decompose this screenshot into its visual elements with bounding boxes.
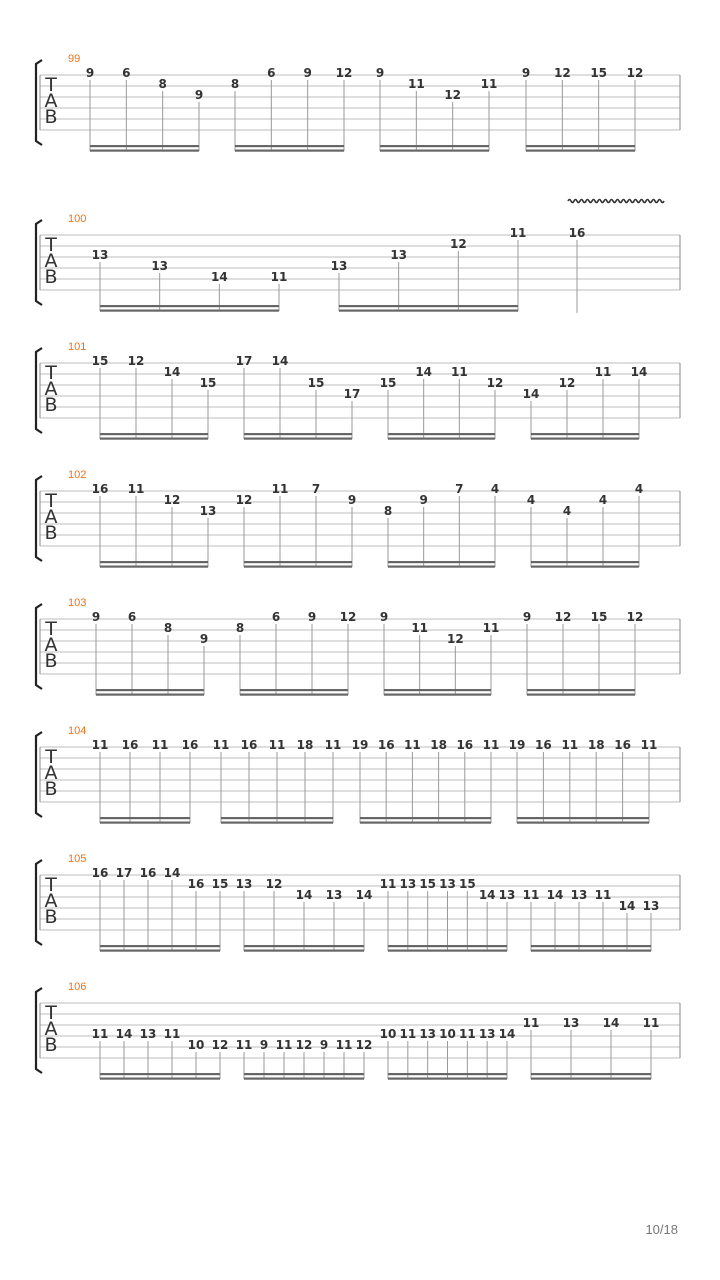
note-group — [92, 354, 217, 440]
beam — [90, 150, 199, 152]
note-group — [236, 482, 357, 568]
fret-number: 13 — [139, 1027, 157, 1041]
fret-number: 15 — [590, 610, 608, 624]
system-bracket — [36, 220, 42, 305]
fret-number: 13 — [439, 877, 456, 891]
fret-number: 13 — [419, 1027, 437, 1041]
fret-number: 15 — [419, 877, 437, 891]
note-group — [523, 610, 644, 696]
fret-number: 11 — [270, 270, 288, 284]
tab-letter: B — [44, 394, 58, 416]
fret-number: 11 — [275, 1038, 293, 1052]
fret-number: 11 — [509, 226, 527, 240]
tab-letter: A — [44, 762, 58, 784]
note-group — [92, 248, 288, 312]
fret-number: 15 — [458, 877, 476, 891]
note-group — [86, 66, 203, 152]
beam — [244, 950, 364, 952]
system-bracket — [36, 60, 42, 145]
note-group — [380, 610, 500, 696]
beam — [235, 145, 344, 147]
beam — [221, 817, 333, 819]
tab-letter: T — [45, 1002, 57, 1024]
fret-number: 11 — [212, 738, 230, 752]
tab-letter: T — [45, 362, 57, 384]
beam — [244, 433, 352, 435]
beam — [221, 822, 333, 824]
fret-number: 11 — [640, 738, 658, 752]
fret-number: 11 — [482, 621, 500, 635]
fret-number: 11 — [407, 77, 425, 91]
fret-number: 15 — [307, 376, 325, 390]
fret-number: 14 — [478, 888, 496, 902]
fret-number: 11 — [235, 1038, 253, 1052]
fret-number: 11 — [450, 365, 468, 379]
fret-number: 16 — [240, 738, 258, 752]
fret-number: 14 — [163, 866, 181, 880]
beam — [240, 689, 348, 691]
fret-number: 9 — [307, 610, 317, 624]
fret-number: 8 — [230, 77, 240, 91]
fret-number: 11 — [411, 621, 429, 635]
beam — [339, 305, 518, 307]
note-group — [92, 738, 199, 824]
fret-number: 11 — [91, 1027, 109, 1041]
note-group — [236, 877, 373, 952]
tab-letter: A — [44, 90, 58, 112]
tab-letter: B — [44, 778, 58, 800]
fret-number: 14 — [115, 1027, 133, 1041]
fret-number: 15 — [379, 376, 397, 390]
beam — [100, 950, 220, 952]
fret-number: 18 — [296, 738, 314, 752]
beam — [244, 945, 364, 947]
measure-number: 102 — [68, 469, 87, 481]
fret-number: 11 — [522, 888, 540, 902]
fret-number: 9 — [85, 66, 95, 80]
beam — [388, 566, 495, 568]
measure-number: 100 — [68, 213, 87, 225]
measure-number: 106 — [68, 981, 87, 993]
beam — [235, 150, 344, 152]
note-group — [523, 1016, 660, 1080]
fret-number: 12 — [235, 493, 253, 507]
tab-letter: B — [44, 1034, 58, 1056]
beam — [244, 1078, 364, 1080]
fret-number: 12 — [626, 610, 644, 624]
fret-number: 12 — [449, 237, 467, 251]
fret-number: 11 — [399, 1027, 417, 1041]
tab-letter: T — [45, 618, 57, 640]
fret-number: 16 — [121, 738, 139, 752]
tab-letter: B — [44, 106, 58, 128]
fret-number: 16 — [456, 738, 474, 752]
measure-number: 105 — [68, 853, 87, 865]
beam — [531, 1078, 651, 1080]
note-group — [527, 482, 643, 568]
fret-number: 12 — [553, 66, 571, 80]
note-group — [231, 66, 353, 152]
beam — [360, 822, 491, 824]
fret-number: 12 — [486, 376, 504, 390]
beam — [527, 689, 635, 691]
note-group — [523, 365, 648, 440]
fret-number: 4 — [490, 482, 500, 496]
note-group — [331, 226, 527, 312]
beam — [526, 145, 635, 147]
beam — [531, 566, 639, 568]
tab-letter: B — [44, 266, 58, 288]
fret-number: 18 — [430, 738, 447, 752]
beam — [531, 950, 651, 952]
fret-number: 11 — [335, 1038, 353, 1052]
beam — [388, 438, 495, 440]
beam — [100, 1078, 220, 1080]
fret-number: 13 — [390, 248, 408, 262]
beam — [388, 945, 507, 947]
fret-number: 6 — [127, 610, 137, 624]
beam — [531, 433, 639, 435]
fret-number: 13 — [235, 877, 253, 891]
fret-number: 12 — [339, 610, 357, 624]
beam — [388, 433, 495, 435]
note-group — [509, 738, 658, 824]
fret-number: 14 — [210, 270, 228, 284]
beam — [388, 561, 495, 563]
beam — [531, 1073, 651, 1075]
note-group — [523, 888, 660, 952]
fret-number: 12 — [335, 66, 353, 80]
fret-number: 4 — [634, 482, 644, 496]
note-group — [380, 877, 516, 952]
fret-number: 13 — [330, 259, 348, 273]
vibrato-mark — [568, 200, 664, 203]
beam — [526, 150, 635, 152]
fret-number: 11 — [561, 738, 579, 752]
fret-number: 12 — [127, 354, 145, 368]
note-group — [236, 1038, 373, 1080]
measure-number: 103 — [68, 597, 87, 609]
fret-number: 13 — [498, 888, 516, 902]
beam — [531, 945, 651, 947]
fret-number: 13 — [562, 1016, 580, 1030]
beam — [96, 689, 204, 691]
fret-number: 6 — [267, 66, 276, 80]
fret-number: 9 — [521, 66, 531, 80]
fret-number: 8 — [158, 77, 167, 91]
fret-number: 11 — [379, 877, 397, 891]
fret-number: 7 — [311, 482, 321, 496]
fret-number: 9 — [91, 610, 101, 624]
fret-number: 12 — [355, 1038, 373, 1052]
fret-number: 16 — [568, 226, 586, 240]
beam — [339, 310, 518, 312]
fret-number: 17 — [115, 866, 133, 880]
fret-number: 11 — [594, 365, 612, 379]
fret-number: 8 — [235, 621, 245, 635]
tab-system — [36, 469, 680, 568]
fret-number: 16 — [91, 866, 109, 880]
fret-number: 6 — [271, 610, 281, 624]
fret-number: 9 — [379, 610, 389, 624]
fret-number: 18 — [587, 738, 605, 752]
fret-number: 11 — [480, 77, 498, 91]
fret-number: 19 — [351, 738, 369, 752]
fret-number: 16 — [535, 738, 552, 752]
fret-number: 16 — [139, 866, 157, 880]
page-number: 10/18 — [645, 1222, 678, 1237]
tab-letter: B — [44, 522, 58, 544]
note-group — [522, 66, 644, 152]
fret-number: 12 — [163, 493, 181, 507]
note-group — [384, 482, 499, 568]
fret-number: 14 — [415, 365, 433, 379]
fret-number: 9 — [259, 1038, 269, 1052]
fret-number: 14 — [355, 888, 373, 902]
beam — [244, 438, 352, 440]
fret-number: 12 — [265, 877, 283, 891]
beam — [100, 433, 208, 435]
fret-number: 12 — [444, 88, 462, 102]
fret-number: 16 — [377, 738, 395, 752]
system-bracket — [36, 988, 42, 1073]
system-bracket — [36, 732, 42, 817]
fret-number: 8 — [383, 504, 393, 518]
fret-number: 10 — [439, 1027, 456, 1041]
fret-number: 13 — [91, 248, 109, 262]
fret-number: 9 — [199, 632, 209, 646]
fret-number: 11 — [642, 1016, 660, 1030]
note-group — [92, 1027, 229, 1080]
beam — [100, 1073, 220, 1075]
note-group — [380, 1027, 516, 1080]
fret-number: 4 — [598, 493, 608, 507]
system-bracket — [36, 476, 42, 561]
tab-system — [36, 725, 680, 824]
beam — [100, 561, 208, 563]
beam — [244, 1073, 364, 1075]
beam — [517, 822, 649, 824]
tab-system — [36, 53, 680, 152]
beam — [531, 561, 639, 563]
tab-system — [36, 597, 680, 696]
tab-letter: A — [44, 890, 58, 912]
measure-number: 99 — [68, 53, 81, 65]
beam — [244, 566, 352, 568]
fret-number: 17 — [235, 354, 253, 368]
fret-number: 13 — [642, 899, 660, 913]
fret-number: 11 — [482, 738, 500, 752]
fret-number: 13 — [325, 888, 343, 902]
note-group — [92, 610, 208, 696]
fret-number: 4 — [562, 504, 572, 518]
fret-number: 11 — [271, 482, 289, 496]
tab-letter: T — [45, 74, 57, 96]
beam — [517, 817, 649, 819]
fret-number: 16 — [614, 738, 631, 752]
fret-number: 14 — [271, 354, 289, 368]
fret-number: 13 — [570, 888, 588, 902]
measure-number: 101 — [68, 341, 87, 353]
fret-number: 7 — [455, 482, 464, 496]
tab-letter: B — [44, 650, 58, 672]
tab-system — [36, 981, 680, 1080]
fret-number: 8 — [163, 621, 173, 635]
note-group — [92, 482, 217, 568]
system-bracket — [36, 604, 42, 689]
fret-number: 12 — [558, 376, 576, 390]
fret-number: 14 — [546, 888, 564, 902]
fret-number: 12 — [295, 1038, 313, 1052]
fret-number: 12 — [446, 632, 464, 646]
beam — [100, 822, 190, 824]
system-bracket — [36, 348, 42, 433]
fret-number: 14 — [602, 1016, 620, 1030]
fret-number: 14 — [295, 888, 313, 902]
fret-number: 15 — [211, 877, 229, 891]
fret-number: 11 — [404, 738, 421, 752]
beam — [388, 1078, 507, 1080]
fret-number: 10 — [379, 1027, 397, 1041]
tab-system — [36, 200, 680, 314]
fret-number: 19 — [508, 738, 526, 752]
beam — [100, 305, 279, 307]
fret-number: 13 — [151, 259, 169, 273]
fret-number: 15 — [199, 376, 217, 390]
note-group — [352, 738, 500, 824]
fret-number: 11 — [91, 738, 109, 752]
fret-number: 9 — [419, 493, 428, 507]
fret-number: 11 — [324, 738, 342, 752]
tab-letter: B — [44, 906, 58, 928]
fret-number: 13 — [199, 504, 217, 518]
fret-number: 12 — [626, 66, 644, 80]
fret-number: 11 — [268, 738, 286, 752]
beam — [244, 561, 352, 563]
fret-number: 15 — [91, 354, 109, 368]
note-group — [92, 866, 229, 952]
tab-system — [36, 853, 680, 952]
note-group — [213, 738, 342, 824]
tab-letter: A — [44, 506, 58, 528]
beam — [380, 145, 489, 147]
system-bracket — [36, 860, 42, 945]
fret-number: 11 — [522, 1016, 540, 1030]
beam — [388, 1073, 507, 1075]
fret-number: 15 — [590, 66, 608, 80]
tab-letter: T — [45, 490, 57, 512]
beam — [527, 694, 635, 696]
tab-letter: T — [45, 234, 57, 256]
beam — [100, 817, 190, 819]
tab-letter: A — [44, 634, 58, 656]
beam — [100, 566, 208, 568]
fret-number: 16 — [181, 738, 199, 752]
fret-number: 12 — [554, 610, 572, 624]
fret-number: 9 — [375, 66, 385, 80]
tab-letter: T — [45, 874, 57, 896]
beam — [100, 438, 208, 440]
tab-letter: T — [45, 746, 57, 768]
fret-number: 9 — [303, 66, 312, 80]
note-group — [376, 66, 498, 152]
fret-number: 11 — [458, 1027, 476, 1041]
measure-number: 104 — [68, 725, 87, 737]
tab-letter: A — [44, 378, 58, 400]
fret-number: 13 — [478, 1027, 496, 1041]
fret-number: 14 — [498, 1027, 516, 1041]
fret-number: 9 — [319, 1038, 329, 1052]
fret-number: 9 — [194, 88, 204, 102]
tab-letter: A — [44, 250, 58, 272]
fret-number: 17 — [343, 387, 361, 401]
fret-number: 14 — [618, 899, 636, 913]
fret-number: 14 — [522, 387, 540, 401]
fret-number: 13 — [399, 877, 417, 891]
beam — [360, 817, 491, 819]
tab-letter: A — [44, 1018, 58, 1040]
note-group — [236, 354, 361, 440]
fret-number: 14 — [630, 365, 648, 379]
note-group — [236, 610, 357, 696]
fret-number: 12 — [211, 1038, 229, 1052]
beam — [380, 150, 489, 152]
fret-number: 4 — [526, 493, 536, 507]
fret-number: 9 — [522, 610, 532, 624]
fret-number: 16 — [91, 482, 109, 496]
beam — [384, 694, 491, 696]
beam — [100, 310, 279, 312]
beam — [240, 694, 348, 696]
fret-number: 6 — [122, 66, 131, 80]
beam — [96, 694, 204, 696]
note-group — [380, 365, 504, 440]
beam — [90, 145, 199, 147]
fret-number: 10 — [187, 1038, 205, 1052]
beam — [384, 689, 491, 691]
tab-system — [36, 341, 680, 440]
fret-number: 11 — [127, 482, 145, 496]
beam — [531, 438, 639, 440]
fret-number: 14 — [163, 365, 181, 379]
beam — [100, 945, 220, 947]
note-group — [569, 226, 586, 313]
beam — [388, 950, 507, 952]
fret-number: 16 — [187, 877, 205, 891]
fret-number: 11 — [594, 888, 612, 902]
fret-number: 9 — [347, 493, 357, 507]
fret-number: 11 — [163, 1027, 181, 1041]
fret-number: 11 — [151, 738, 169, 752]
